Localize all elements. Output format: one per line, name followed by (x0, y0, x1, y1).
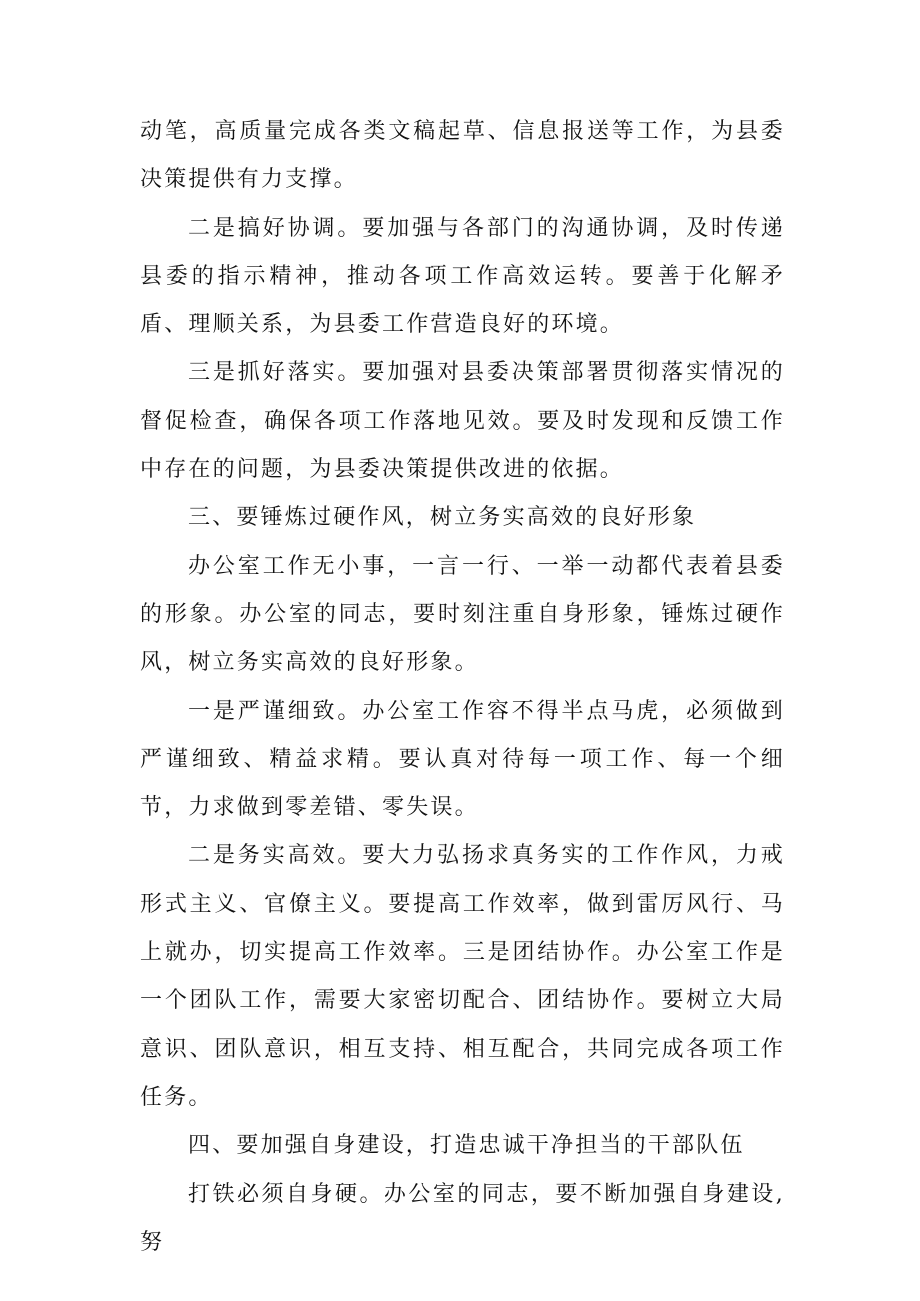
paragraph-implementation: 三是抓好落实。要加强对县委决策部署贯彻落实情况的督促检查，确保各项工作落地见效。要及时发现和反馈工作中存在的问题，为县委决策提供改进的依据。 (140, 360, 785, 483)
paragraph-style-intro: 办公室工作无小事，一言一行、一举一动都代表着县委的形象。办公室的同志，要时刻注重自身形象，锤炼过硬作风，树立务实高效的良好形象。 (140, 553, 785, 676)
paragraph-self-building: 打铁必须自身硬。办公室的同志，要不断加强自身建设,努 (140, 1181, 785, 1255)
section-heading-4: 四、要加强自身建设，打造忠诚干净担当的干部队伍 (188, 1133, 745, 1159)
section-heading-3: 三、要锤炼过硬作风，树立务实高效的良好形象 (188, 505, 697, 531)
paragraph-rigorous: 一是严谨细致。办公室工作容不得半点马虎，必须做到严谨细致、精益求精。要认真对待每一项工作、每一个细节，力求做到零差错、零失误。 (140, 698, 785, 821)
paragraph-coordination: 二是搞好协调。要加强与各部门的沟通协调，及时传递县委的指示精神，推动各项工作高效运转。要善于化解矛盾、理顺关系，为县委工作营造良好的环境。 (140, 215, 785, 338)
paragraph-efficient: 二是务实高效。要大力弘扬求真务实的工作作风，力戒形式主义、官僚主义。要提高工作效率，做到雷厉风行、马上就办，切实提高工作效率。三是团结协作。办公室工作是一个团队工作，需要大家密切配合、团结协作。要树立大局意识、团队意识，相互支持、相互配合，共同完成各项工作任务。 (140, 843, 785, 1110)
document-body (140, 108, 785, 1267)
paragraph-continuation: 动笔，高质量完成各类文稿起草、信息报送等工作，为县委决策提供有力支撑。 (140, 119, 785, 193)
